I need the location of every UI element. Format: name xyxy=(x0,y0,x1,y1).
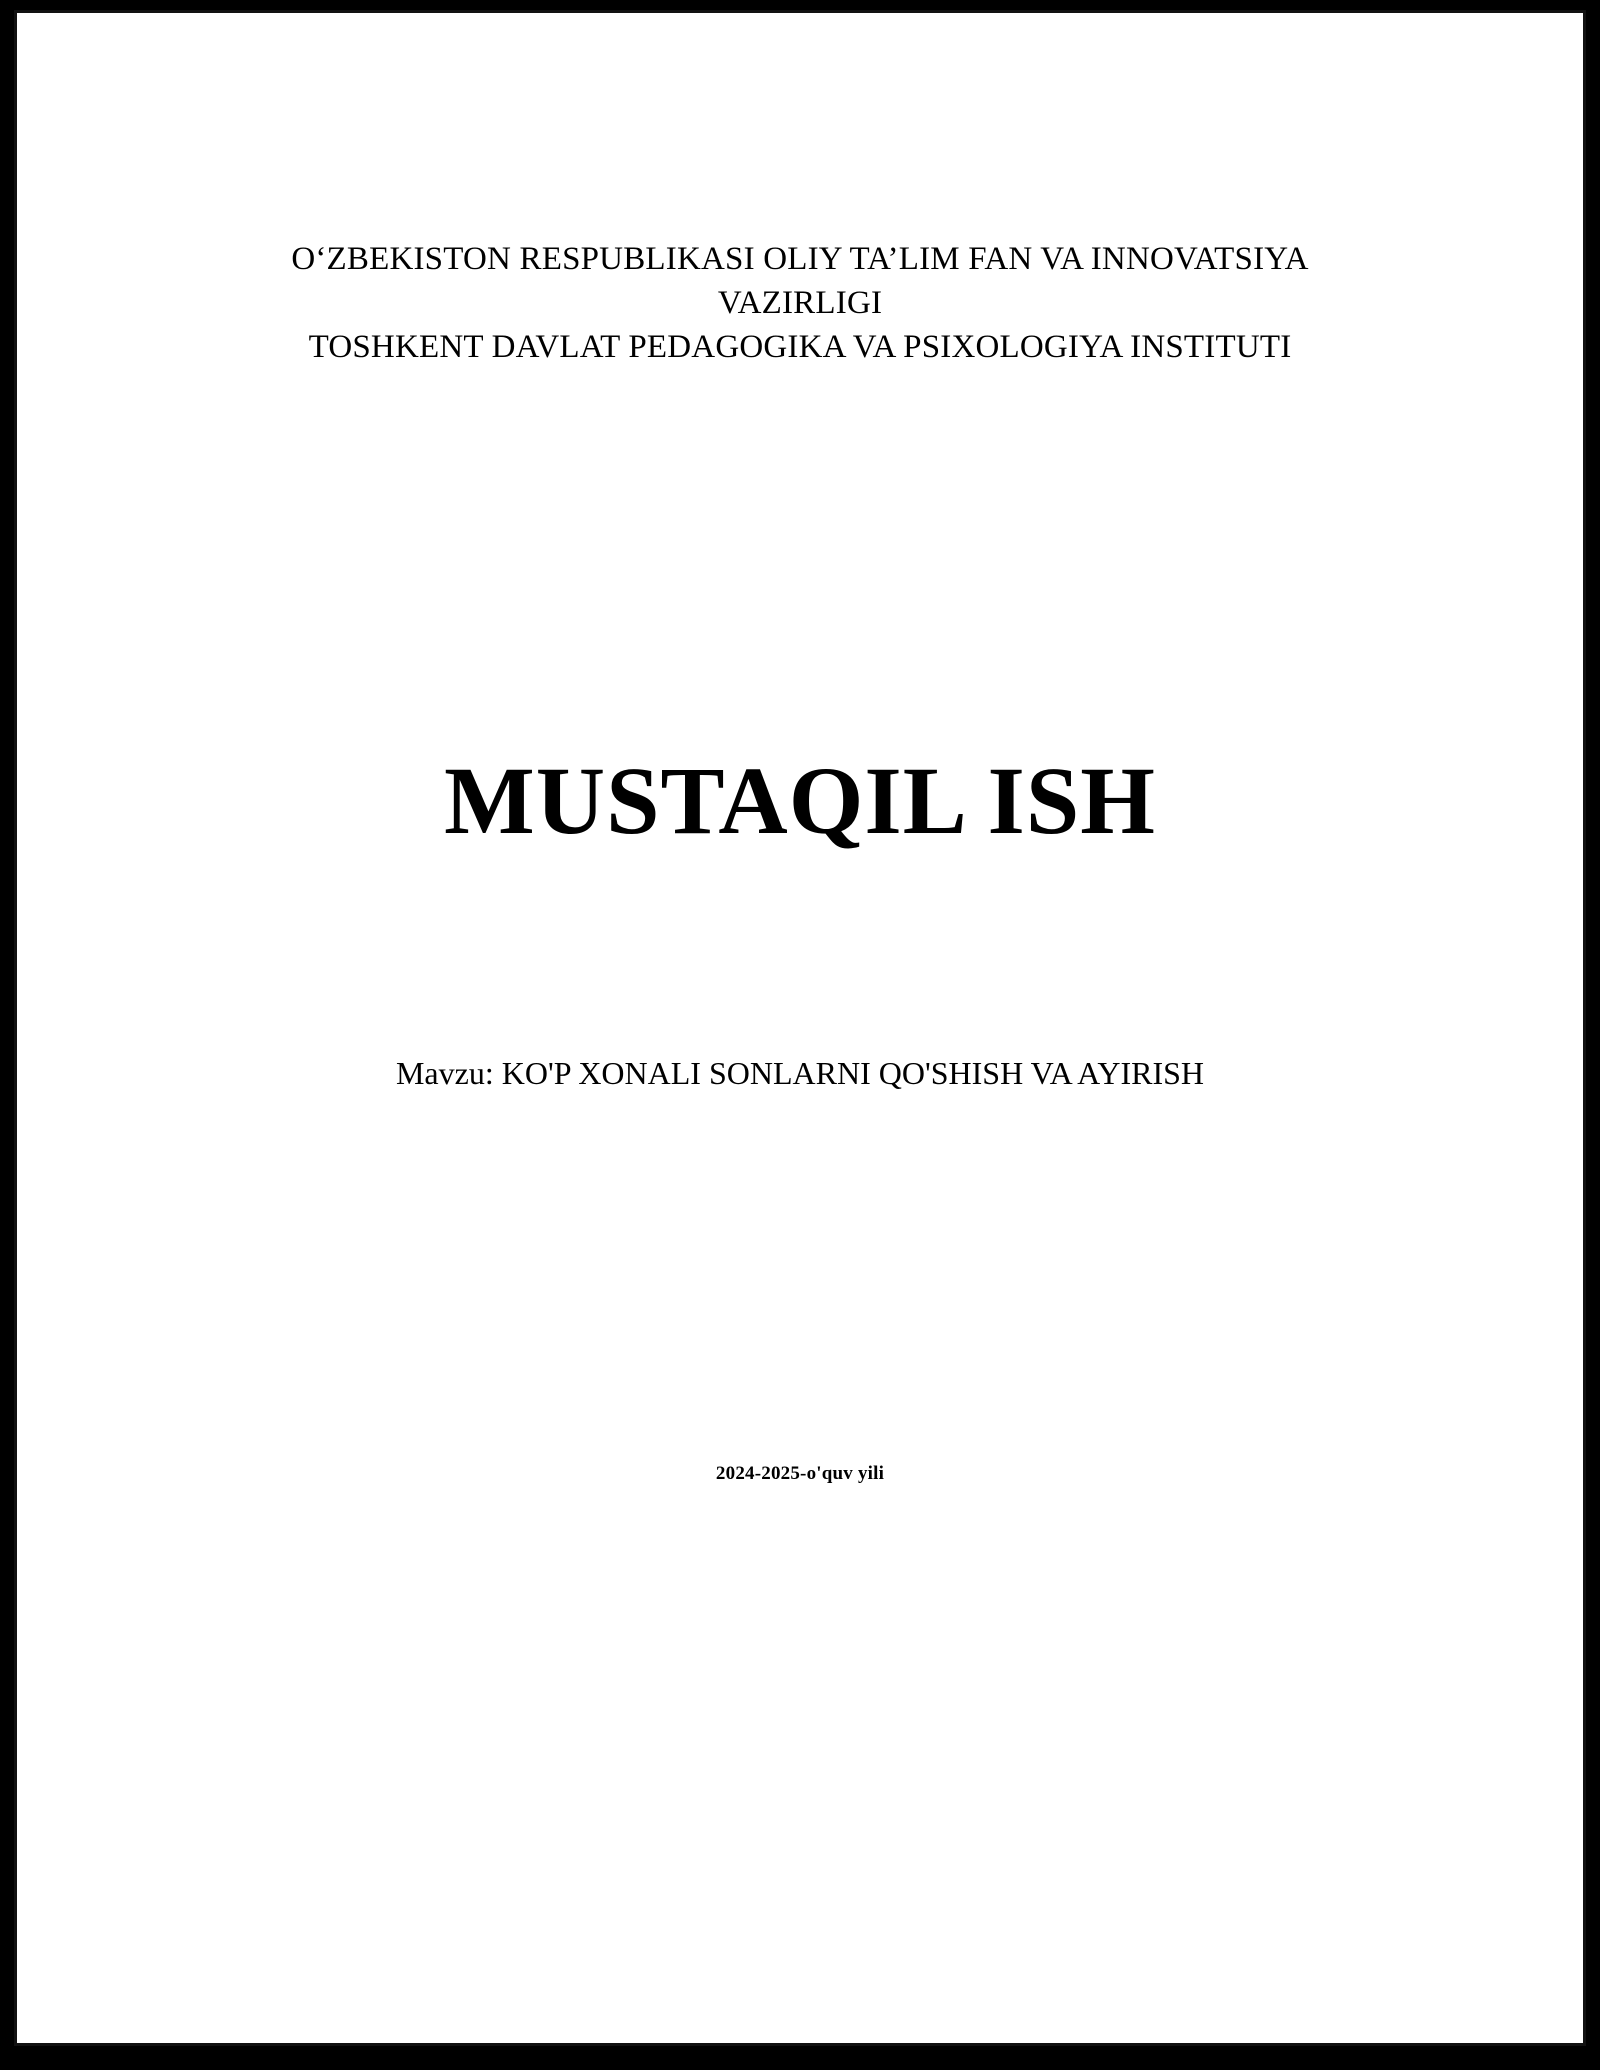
document-page xyxy=(14,10,1586,2046)
institute-name: TOSHKENT DAVLAT PEDAGOGIKA VA PSIXOLOGIYA INSTITUTI xyxy=(308,328,1292,365)
page-title: MUSTAQIL ISH xyxy=(444,747,1156,854)
ministry-name: O‘ZBEKISTON RESPUBLIKASI OLIY TA’LIM FAN VA INNOVATSIYA VAZIRLIGI xyxy=(291,241,1309,321)
document-header xyxy=(255,238,1345,370)
academic-year: 2024-2025-o'quv yili xyxy=(715,1463,885,1484)
document-subject: Mavzu: KO'P XONALI SONLARNI QO'SHISH VA AYIRISH xyxy=(395,1055,1205,1091)
page-content xyxy=(17,13,1583,2043)
